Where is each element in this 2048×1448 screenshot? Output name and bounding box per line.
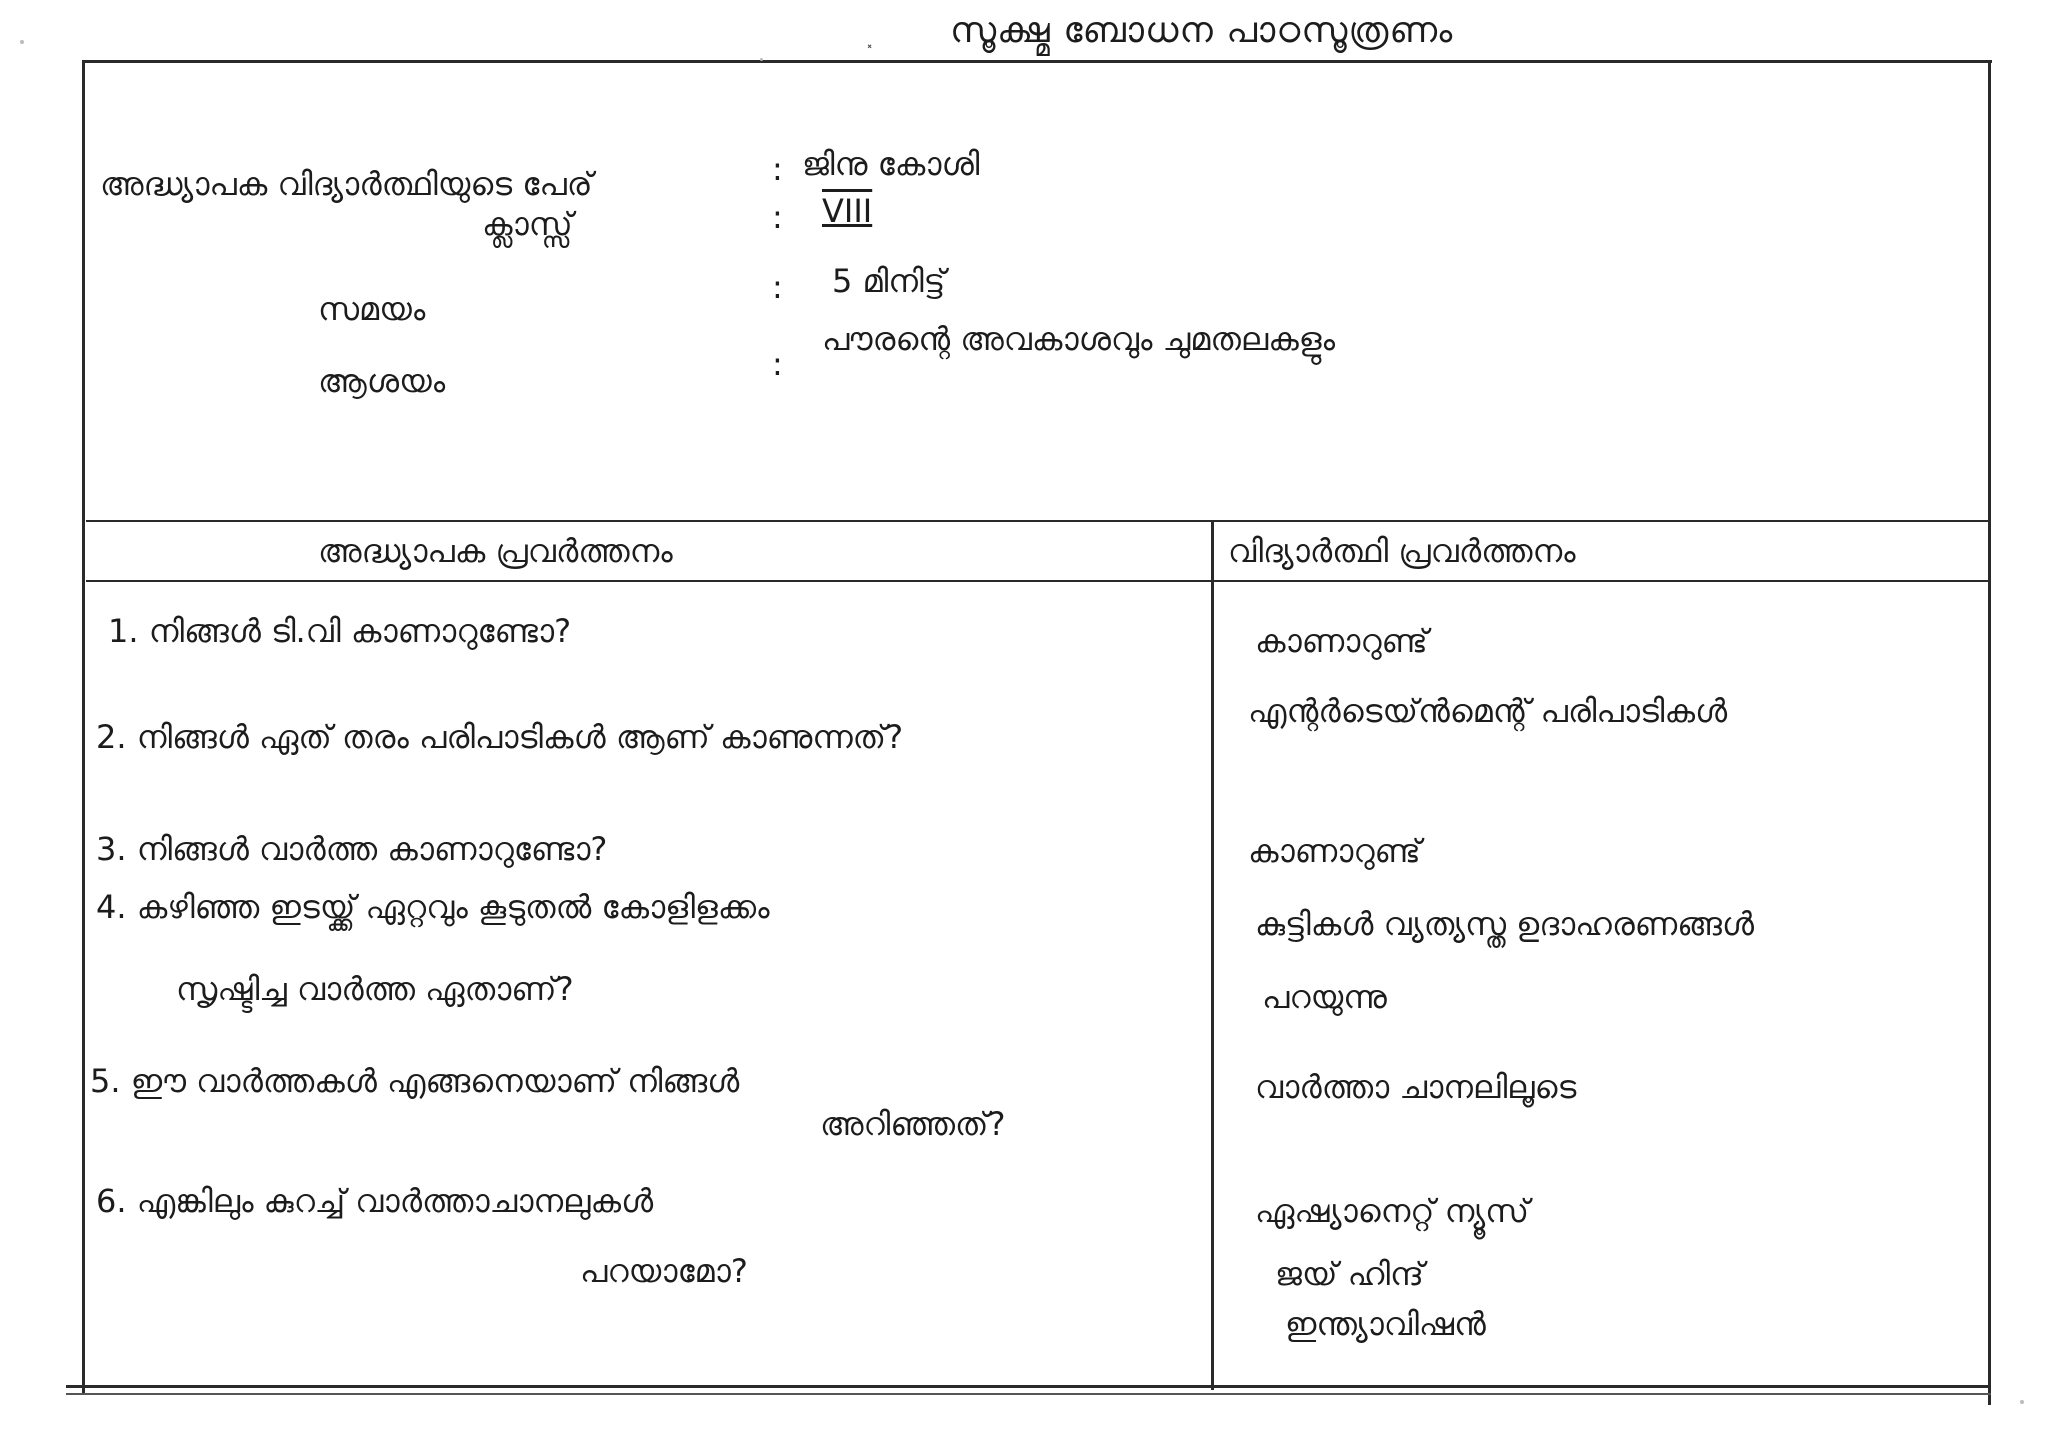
- teacher-activity-2: 2. നിങ്ങൾ ഏത് തരം പരിപാടികൾ ആണ് കാണുന്നത്?: [96, 718, 904, 756]
- frame-right-border: [1988, 60, 1991, 1405]
- meta-value-concept: പൗരന്റെ അവകാശവും ചുമതലകളും: [822, 320, 1336, 358]
- teacher-activity-5-line1: 5. ഈ വാർത്തകൾ എങ്ങനെയാണ് നിങ്ങൾ: [90, 1062, 740, 1100]
- column-header-teacher: അദ്ധ്യാപക പ്രവർത്തനം: [318, 532, 673, 570]
- frame-bottom-border-double: [66, 1393, 1991, 1395]
- student-activity-5: വാർത്താ ചാനലിലൂടെ: [1255, 1068, 1577, 1106]
- scan-speck: [2020, 1400, 2024, 1404]
- student-activity-3: കാണാറുണ്ട്: [1248, 832, 1421, 870]
- scan-speck: [760, 58, 763, 61]
- teacher-activity-6-line1: 6. എങ്കിലും കുറച്ച് വാർത്താചാനലുകൾ: [96, 1182, 654, 1220]
- meta-sep: :: [772, 268, 783, 306]
- meta-sep: :: [772, 150, 783, 188]
- meta-label-concept: ആശയം: [318, 362, 446, 400]
- scan-speck: [20, 40, 24, 44]
- page-title: സൂക്ഷ്മ ബോധന പാഠസൂത്രണം: [950, 10, 1454, 51]
- meta-label-time: സമയം: [318, 290, 426, 328]
- meta-label-student-teacher: അദ്ധ്യാപക വിദ്യാർത്ഥിയുടെ പേര്: [100, 165, 593, 203]
- student-activity-6-line1: ഏഷ്യാനെറ്റ് ന്യൂസ്: [1255, 1192, 1530, 1230]
- meta-value-class: VIII: [822, 192, 873, 230]
- teacher-activity-5-line2: അറിഞ്ഞത്?: [820, 1105, 1006, 1143]
- column-header-divider: [86, 580, 1991, 582]
- student-activity-6-line2: ജയ് ഹിന്ദ്: [1275, 1255, 1424, 1293]
- teacher-activity-4-line1: 4. കഴിഞ്ഞ ഇടയ്ക്ക് ഏറ്റവും കൂടുതൽ കോളിളക്കം: [96, 888, 770, 926]
- teacher-activity-6-line2: പറയാമോ?: [580, 1252, 748, 1290]
- meta-sep: :: [772, 198, 783, 236]
- title-mark: ⸼: [868, 24, 874, 49]
- student-activity-1: കാണാറുണ്ട്: [1255, 622, 1428, 660]
- column-divider: [1211, 520, 1214, 1390]
- frame-bottom-border: [66, 1385, 1991, 1388]
- frame-top-border: [82, 60, 1992, 63]
- student-activity-2: എന്റർടെയ്ൻമെന്റ് പരിപാടികൾ: [1248, 692, 1728, 730]
- meta-value-time: 5 മിനിട്ട്: [832, 262, 946, 300]
- meta-value-name: ജിനു കോശി: [802, 145, 980, 183]
- teacher-activity-4-line2: സൃഷ്ടിച്ച വാർത്ത ഏതാണ്?: [176, 970, 574, 1008]
- student-activity-6-line3: ഇന്ത്യാവിഷൻ: [1285, 1305, 1486, 1343]
- student-activity-4-line2: പറയുന്നു: [1262, 978, 1387, 1016]
- meta-sep: :: [772, 345, 783, 383]
- student-activity-4-line1: കുട്ടികൾ വ്യത്യസ്ത ഉദാഹരണങ്ങൾ: [1255, 905, 1755, 943]
- meta-label-class: ക്ലാസ്സ്: [482, 205, 573, 243]
- column-header-student: വിദ്യാർത്ഥി പ്രവർത്തനം: [1228, 532, 1576, 570]
- teacher-activity-1: 1. നിങ്ങൾ ടി.വി കാണാറുണ്ടോ?: [108, 612, 572, 650]
- frame-left-border: [82, 60, 85, 1395]
- teacher-activity-3: 3. നിങ്ങൾ വാർത്ത കാണാറുണ്ടോ?: [96, 830, 608, 868]
- header-divider: [86, 520, 1991, 522]
